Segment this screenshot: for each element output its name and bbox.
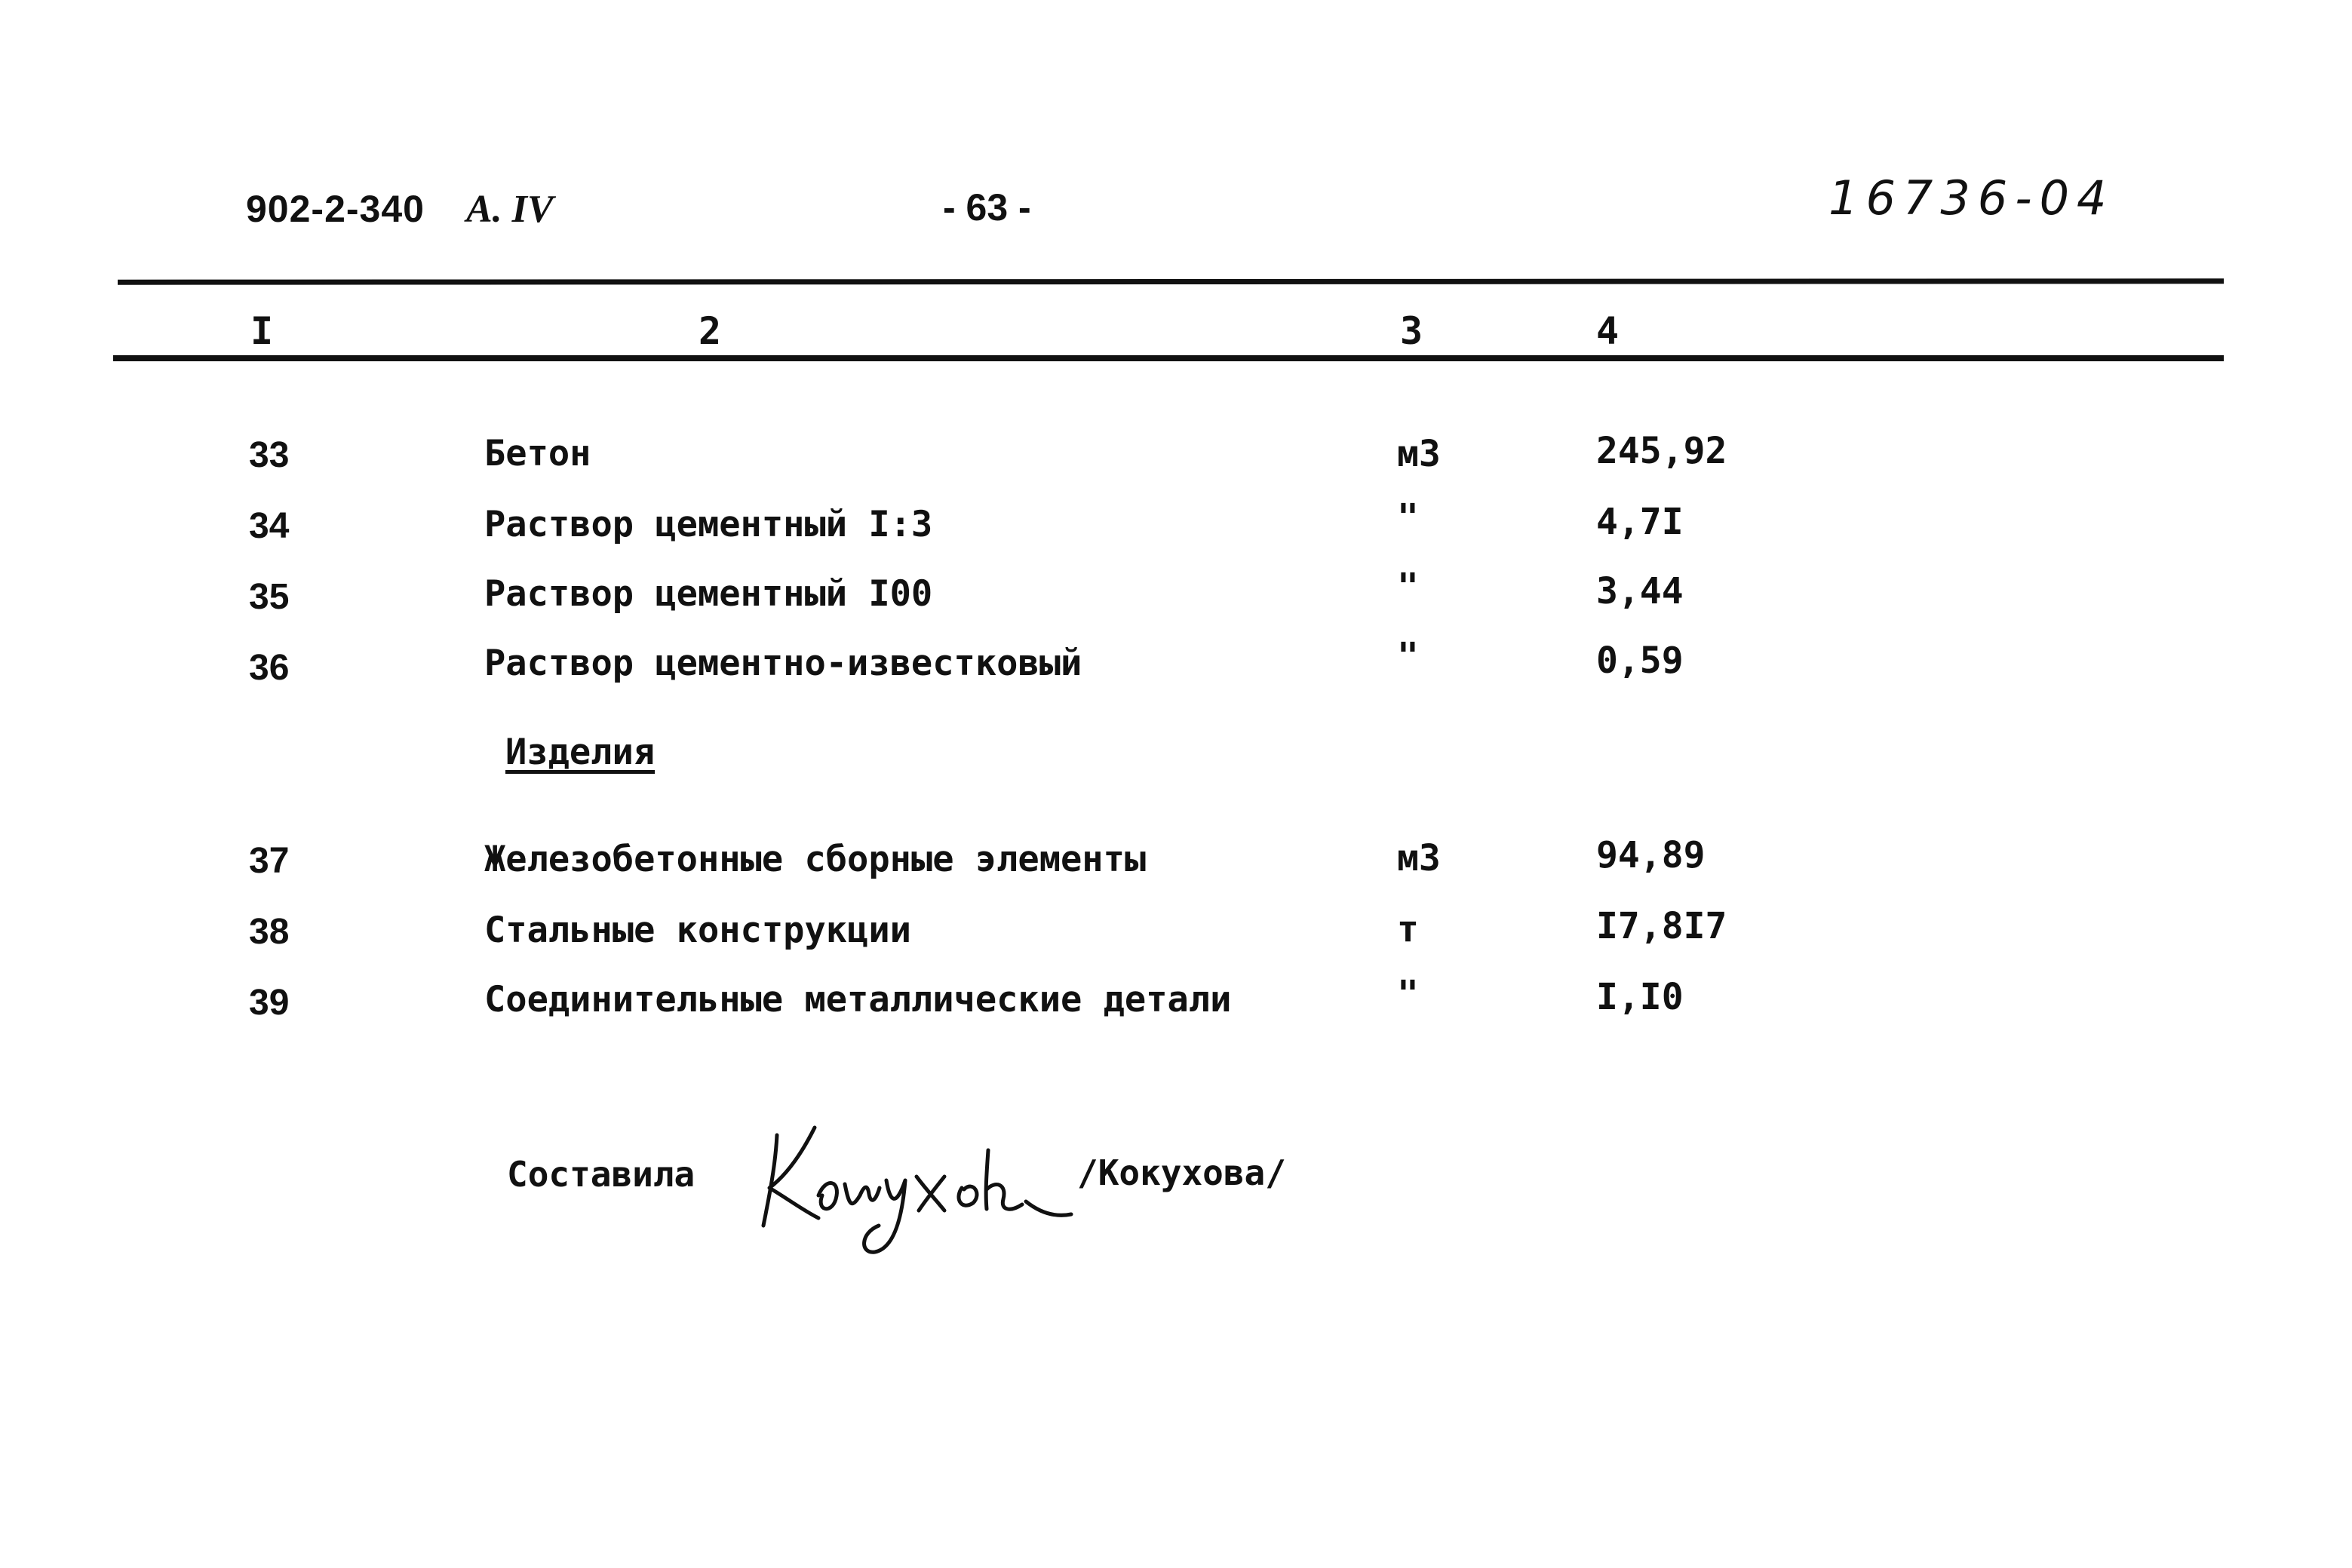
quantity: 4,7I <box>1596 501 1684 543</box>
page-number: - 63 - <box>943 186 1031 229</box>
row-number: 34 <box>249 506 290 546</box>
material-name: Стальные конструкции <box>484 910 911 951</box>
unit-of-measure: " <box>1397 635 1419 677</box>
album-number: А. IV <box>466 188 554 231</box>
material-name: Бетон <box>484 433 591 474</box>
unit-of-measure: " <box>1397 566 1419 608</box>
row-number: 37 <box>249 841 290 881</box>
row-number: 36 <box>249 648 290 688</box>
unit-of-measure: т <box>1397 908 1419 950</box>
material-name: Соединительные металлические детали <box>484 979 1232 1020</box>
compiled-by-label: Составила <box>507 1154 695 1195</box>
document-code: 902-2-340 <box>246 188 425 230</box>
material-name: Раствор цементный I:3 <box>484 504 933 545</box>
column-header-2: 2 <box>699 309 722 353</box>
material-name: Железобетонные сборные элементы <box>484 839 1147 880</box>
handwritten-signature <box>747 1105 1094 1256</box>
column-header-3: 3 <box>1400 309 1423 353</box>
table-header-rule <box>113 355 2224 361</box>
quantity: 94,89 <box>1596 834 1706 876</box>
row-number: 33 <box>249 435 290 475</box>
quantity: 3,44 <box>1596 570 1684 612</box>
compiler-name: /Кокухова/ <box>1077 1152 1286 1193</box>
unit-of-measure: м3 <box>1397 837 1441 879</box>
material-name: Раствор цементно-известковый <box>484 643 1082 684</box>
sheet-number: 16736-04 <box>1828 170 2114 226</box>
table-top-rule <box>118 278 2224 284</box>
quantity: I7,8I7 <box>1596 905 1727 947</box>
column-header-1: I <box>250 309 274 353</box>
row-number: 38 <box>249 912 290 952</box>
material-name: Раствор цементный I00 <box>484 573 933 615</box>
section-title: Изделия <box>505 732 656 773</box>
unit-of-measure: " <box>1397 496 1419 539</box>
row-number: 39 <box>249 983 290 1023</box>
row-number: 35 <box>249 577 290 617</box>
unit-of-measure: " <box>1397 973 1419 1015</box>
quantity: I,I0 <box>1596 976 1684 1018</box>
quantity: 0,59 <box>1596 640 1684 682</box>
unit-of-measure: м3 <box>1397 433 1441 475</box>
quantity: 245,92 <box>1596 430 1727 472</box>
column-header-4: 4 <box>1596 309 1620 353</box>
